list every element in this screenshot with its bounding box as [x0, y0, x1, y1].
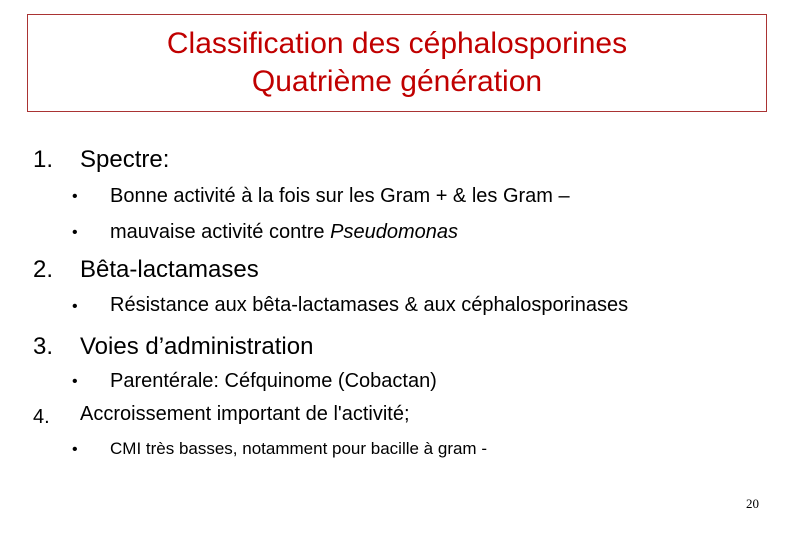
bullet-glyph: • [72, 224, 78, 241]
bullet-glyph: • [72, 441, 78, 458]
section-1-bullet-1: Bonne activité à la fois sur les Gram + & les Gram – [110, 185, 570, 207]
page-number: 20 [746, 496, 759, 511]
section-2-bullet-1: Résistance aux bêta-lactamases & aux céphalosporinases [110, 294, 629, 316]
bullet-glyph: • [72, 373, 78, 390]
section-4-number: 4. [33, 406, 50, 428]
bullet-text-plain: mauvaise activité contre [110, 221, 331, 243]
section-2-heading: Bêta-lactamases [80, 256, 259, 283]
section-3-number: 3. [33, 333, 54, 360]
title-line-1: Classification des céphalosporines [166, 27, 628, 60]
section-1-heading: Spectre: [80, 146, 170, 173]
section-3-heading: Voies d’administration [80, 333, 314, 360]
slide-title [27, 14, 767, 112]
bullet-glyph: • [72, 188, 78, 205]
section-2-number: 2. [33, 256, 54, 283]
title-line-2: Quatrième génération [251, 65, 543, 98]
section-1-number: 1. [33, 146, 54, 173]
bullet-glyph: • [72, 298, 78, 315]
section-4-bullet-1: CMI très basses, notamment pour bacille à gram - [110, 439, 487, 458]
bullet-text-italic: Pseudomonas [330, 221, 458, 243]
section-4-heading: Accroissement important de l'activité; [80, 403, 410, 425]
section-3-bullet-1: Parentérale: Céfquinome (Cobactan) [110, 370, 437, 392]
section-1-bullet-2 [110, 221, 458, 244]
